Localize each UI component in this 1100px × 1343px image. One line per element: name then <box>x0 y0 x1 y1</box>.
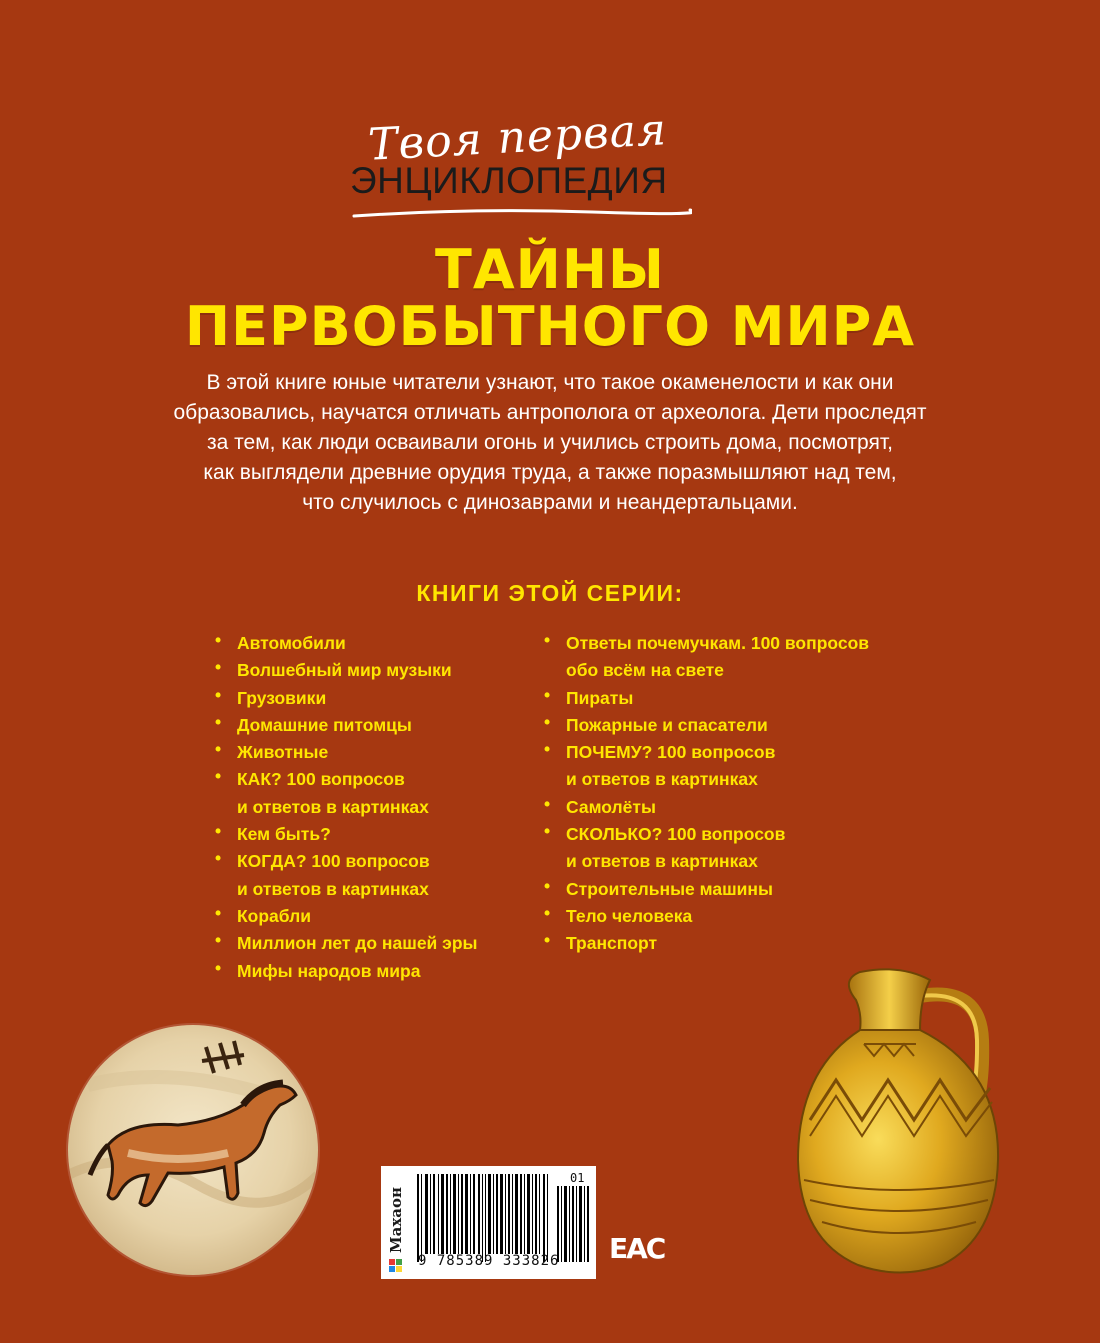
series-book-item <box>215 848 477 903</box>
book-title-line-2: ПЕРВОБЫТНОГО МИРА <box>184 295 916 358</box>
series-underline <box>352 206 692 220</box>
series-book-item <box>215 712 477 739</box>
series-book-item <box>544 876 869 903</box>
series-book-item <box>215 739 477 766</box>
series-book-item <box>215 685 477 712</box>
series-book-title-line: • Пираты <box>566 687 634 708</box>
series-book-title-line: • Автомобили <box>237 633 346 653</box>
series-list-left <box>215 630 477 985</box>
barcode-addon: 01 <box>570 1171 585 1185</box>
series-book-title-line: • СКОЛЬКО? 100 вопросов <box>566 824 786 845</box>
series-book-title-line: • Строительные машины <box>566 878 773 899</box>
series-name-text: ЭНЦИКЛОПЕДИЯ <box>350 160 668 201</box>
series-book-title-line: • Тело человека <box>566 905 693 926</box>
series-book-item <box>544 712 869 739</box>
series-book-title-line: • Самолёты <box>566 796 656 817</box>
book-description <box>120 368 980 518</box>
isbn-digits: 9 785389 333826 <box>418 1253 560 1269</box>
series-script-text: Твоя первая <box>366 104 669 171</box>
cave-painting-image <box>68 1025 318 1275</box>
book-title-line-1: ТАЙНЫ <box>435 238 665 301</box>
eac-certification-mark: ЕАС <box>609 1232 665 1265</box>
description-line: как выглядели древние орудия труда, а также поразмышляют над тем, <box>203 461 897 484</box>
series-book-title-line: и ответов в картинках <box>237 796 429 817</box>
series-book-item <box>215 766 477 821</box>
series-book-item <box>544 821 869 876</box>
series-book-title-line: • Мифы народов мира <box>237 960 421 981</box>
series-book-item <box>215 821 477 848</box>
series-book-title-line: • Корабли <box>237 905 312 926</box>
series-book-title-line: обо всём на свете <box>566 660 724 681</box>
series-book-title-line: и ответов в картинках <box>566 851 758 872</box>
series-book-title-line: • Животные <box>237 742 329 763</box>
series-book-item <box>544 903 869 930</box>
series-book-title-line: • ПОЧЕМУ? 100 вопросов <box>566 742 776 763</box>
description-line: В этой книге юные читатели узнают, что такое окаменелости и как они <box>206 371 894 394</box>
series-book-title-line: • КАК? 100 вопросов <box>237 769 405 790</box>
series-book-item <box>215 930 477 957</box>
description-line: что случилось с динозаврами и неандертальцами. <box>302 491 798 514</box>
series-book-title-line: • КОГДА? 100 вопросов <box>237 851 430 872</box>
publisher-logo <box>386 1167 406 1277</box>
series-heading: КНИГИ ЭТОЙ СЕРИИ: <box>416 580 684 606</box>
series-book-item <box>544 794 869 821</box>
series-book-title-line: • Кем быть? <box>237 824 331 845</box>
series-book-title-line: и ответов в картинках <box>237 878 429 899</box>
series-book-title-line: • Ответы почемучкам. 100 вопросов <box>566 633 870 653</box>
series-book-title-line: • Транспорт <box>566 933 658 954</box>
series-book-item <box>215 958 477 985</box>
series-book-title-line: • Домашние питомцы <box>237 714 412 735</box>
series-book-item <box>215 630 477 657</box>
series-book-title-line: и ответов в картинках <box>566 769 758 790</box>
description-line: за тем, как люди осваивали огонь и учились строить дома, посмотрят, <box>207 431 893 454</box>
golden-jug-image <box>770 960 1030 1280</box>
publisher-name: Махаон <box>387 1187 405 1253</box>
series-book-item <box>544 630 869 685</box>
series-list-right <box>544 630 869 958</box>
series-book-item <box>544 930 869 957</box>
series-book-item <box>544 739 869 794</box>
series-book-title-line: • Пожарные и спасатели <box>566 714 768 735</box>
series-book-item <box>215 903 477 930</box>
description-line: образовались, научатся отличать антрополога от археолога. Дети проследят <box>173 401 927 424</box>
series-book-item <box>215 657 477 684</box>
series-book-item <box>544 685 869 712</box>
series-book-title-line: • Грузовики <box>237 687 327 708</box>
series-book-title-line: • Миллион лет до нашей эры <box>237 933 478 954</box>
series-book-title-line: • Волшебный мир музыки <box>237 660 452 681</box>
